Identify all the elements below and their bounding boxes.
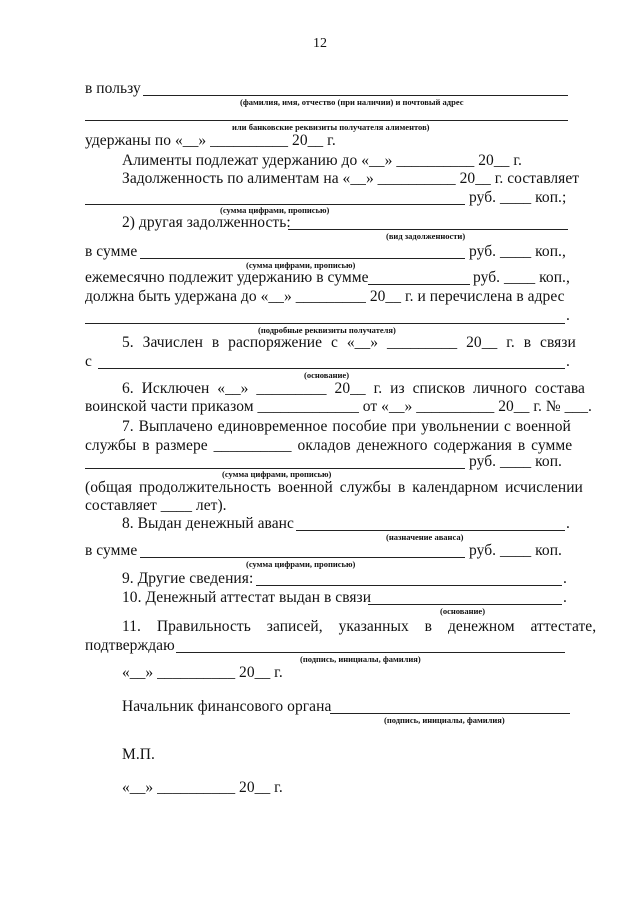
field-caption: (подпись, инициалы, фамилия) — [300, 654, 421, 664]
line-text: 2) другая задолженность: — [122, 214, 291, 231]
line-text: воинской части приказом _____________ от «__» __________ 20__ г. № ___. — [85, 398, 592, 415]
line-text: руб. ____ коп., — [473, 269, 570, 286]
blank-line — [288, 229, 568, 230]
line-text: 11. Правильность записей, указанных в денежном аттестате, — [122, 618, 597, 635]
line-text: руб. ____ коп., — [469, 243, 566, 260]
field-caption: (назначение аванса) — [386, 532, 464, 542]
line-text: должна быть удержана до «__» _________ 20__ г. и перечислена в адрес — [85, 288, 565, 305]
line-text: подтверждаю — [85, 637, 175, 654]
line-text: с — [85, 353, 92, 370]
page-number: 12 — [313, 36, 327, 51]
blank-line — [176, 652, 565, 653]
line-text: 9. Другие сведения: — [122, 570, 254, 587]
line-text: Начальник финансового органа — [122, 698, 332, 715]
blank-line — [296, 530, 565, 531]
line-text: Задолженность по алиментам на «__» __________ 20__ г. составляет — [122, 170, 580, 187]
blank-line — [140, 557, 465, 558]
line-text: ежемесячно подлежит удержанию в сумме — [85, 269, 369, 286]
blank-line — [368, 604, 562, 605]
field-caption: (основание) — [304, 370, 350, 380]
field-caption: (вид задолженности) — [386, 231, 466, 241]
line-text: (общая продолжительность военной службы в календарном исчислении — [85, 479, 583, 496]
line-text: в сумме — [85, 542, 138, 559]
line-text: руб. ____ коп.; — [469, 189, 567, 206]
field-caption: (сумма цифрами, прописью) — [222, 469, 332, 479]
blank-line — [368, 284, 470, 285]
line-text: 5. Зачислен в распоряжение с «__» _________ 20__ г. в связи — [122, 334, 576, 351]
line-text: руб. ____ коп. — [469, 453, 562, 470]
field-caption: (подробные реквизиты получателя) — [258, 325, 396, 335]
line-text: руб. ____ коп. — [469, 542, 562, 559]
line-text: «__» __________ 20__ г. — [122, 779, 283, 796]
line-text: Алименты подлежат удержанию до «__» __________ 20__ г. — [122, 152, 522, 169]
field-caption: или банковские реквизиты получателя алиментов) — [232, 122, 430, 132]
stamp-place-label: М.П. — [122, 746, 155, 763]
line-text: в пользу — [85, 80, 141, 97]
field-caption: (фамилия, имя, отчество (при наличии) и почтовый адрес — [240, 97, 464, 107]
field-caption: (подпись, инициалы, фамилия) — [384, 715, 505, 725]
line-text: составляет ____ лет). — [85, 497, 227, 514]
line-text: 8. Выдан денежный аванс — [122, 515, 294, 532]
line-text: . — [566, 307, 570, 324]
blank-line — [140, 258, 465, 259]
field-caption: (основание) — [440, 606, 486, 616]
blank-line — [98, 368, 565, 369]
field-caption: (сумма цифрами, прописью) — [220, 205, 330, 215]
line-text: службы в размере __________ окладов денежного содержания в сумме — [85, 437, 573, 454]
line-text: . — [563, 570, 567, 587]
line-text: «__» __________ 20__ г. — [122, 664, 283, 681]
line-text: . — [566, 515, 570, 532]
field-caption: (сумма цифрами, прописью) — [246, 559, 356, 569]
field-caption: (сумма цифрами, прописью) — [246, 260, 356, 270]
line-text: 6. Исключен «__» _________ 20__ г. из списков личного состава — [122, 380, 585, 397]
blank-line — [143, 95, 568, 96]
blank-line — [256, 585, 562, 586]
line-text: в сумме — [85, 243, 138, 260]
line-text: 7. Выплачено единовременное пособие при увольнении с военной — [122, 418, 571, 435]
line-text: . — [563, 589, 567, 606]
blank-line — [330, 713, 570, 714]
line-text: 10. Денежный аттестат выдан в связи — [122, 589, 372, 606]
blank-line — [85, 323, 565, 324]
line-text: . — [566, 353, 570, 370]
line-text: удержаны по «__» __________ 20__ г. — [85, 132, 336, 149]
blank-line — [85, 120, 568, 121]
